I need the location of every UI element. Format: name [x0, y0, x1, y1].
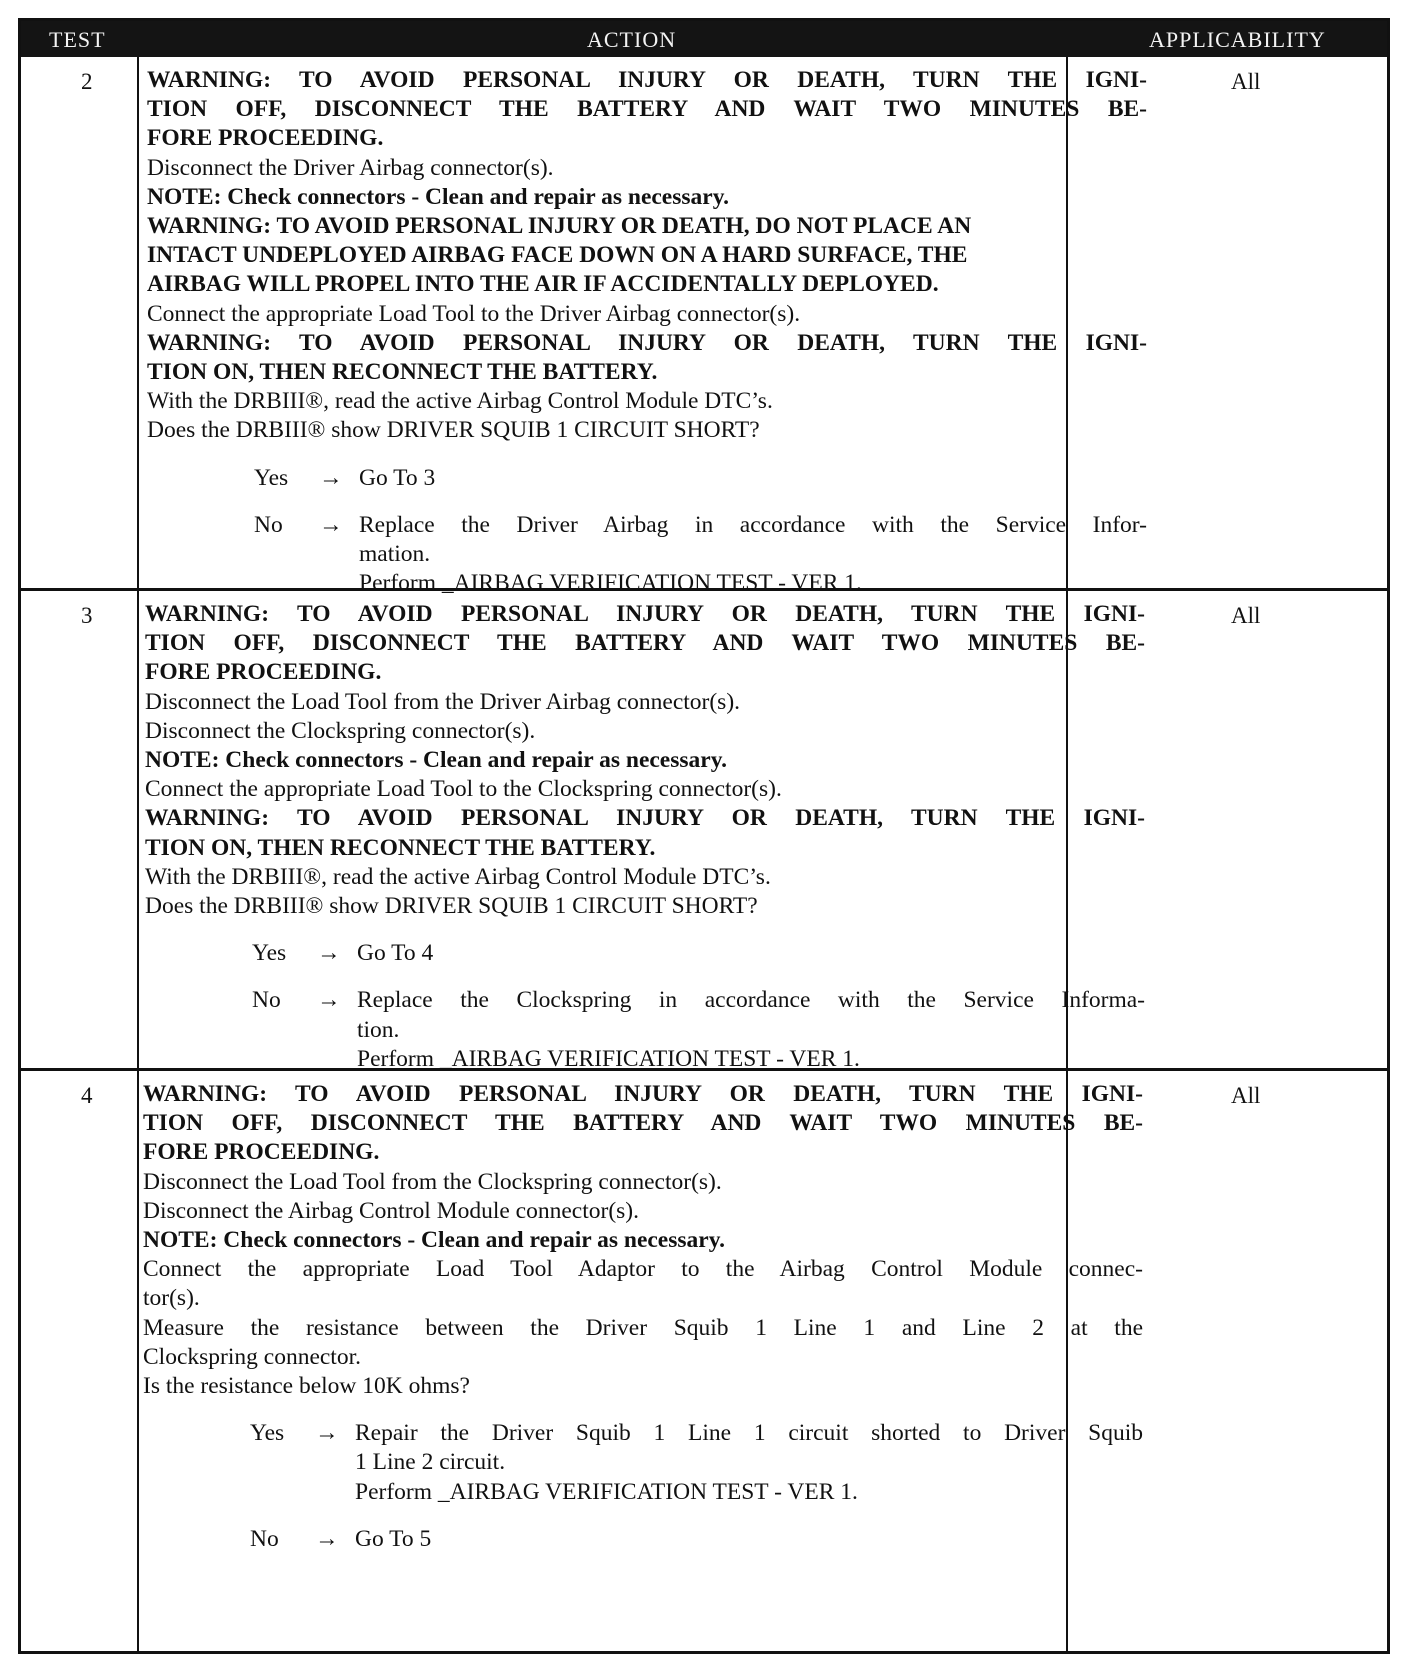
column-divider-test	[137, 57, 139, 1651]
warning-line: WARNING: TO AVOID PERSONAL INJURY OR DEATH, TURN THE IGNI-	[147, 67, 1147, 93]
yes-label: Yes	[250, 1420, 285, 1447]
warning-line: TION OFF, DISCONNECT THE BATTERY AND WAIT TWO MINUTES BE-	[145, 630, 1145, 657]
action-line: Disconnect the Airbag Control Module connector(s).	[143, 1197, 639, 1224]
arrow-icon: →	[319, 464, 343, 491]
arrow-icon: →	[317, 987, 341, 1014]
action-line: Connect the appropriate Load Tool to the Driver Airbag connector(s).	[147, 300, 801, 327]
action-line: Disconnect the Load Tool from the Clockspring connector(s).	[143, 1168, 722, 1195]
result-line: Perform _AIRBAG VERIFICATION TEST - VER 1.	[359, 570, 862, 597]
no-result	[143, 1525, 1143, 1554]
goto-link[interactable]: Go To 3	[359, 464, 436, 491]
yes-label: Yes	[254, 464, 289, 491]
no-result	[147, 511, 1147, 599]
result-line: Replace the Driver Airbag in accordance with the Service Infor-	[359, 511, 1147, 538]
arrow-icon: →	[319, 511, 343, 538]
yes-result	[147, 464, 1147, 493]
action-line: Disconnect the Driver Airbag connector(s).	[147, 154, 554, 181]
warning-line: TION OFF, DISCONNECT THE BATTERY AND WAIT TWO MINUTES BE-	[143, 1110, 1143, 1137]
applicability-value: All	[1231, 603, 1261, 628]
action-line: Connect the appropriate Load Tool to the Clockspring connector(s).	[145, 776, 782, 803]
action-line: With the DRBIII®, read the active Airbag Control Module DTC’s.	[145, 863, 771, 890]
no-result	[145, 986, 1145, 1074]
warning-line: WARNING: TO AVOID PERSONAL INJURY OR DEATH, TURN THE IGNI-	[145, 805, 1145, 832]
action-line: Disconnect the Load Tool from the Driver Airbag connector(s).	[145, 688, 741, 715]
applicability-value: All	[1231, 1083, 1261, 1108]
table-header	[21, 21, 1387, 57]
result-line: Replace the Clockspring in accordance with the Service Informa-	[357, 987, 1145, 1014]
warning-line: FORE PROCEEDING.	[143, 1139, 380, 1166]
no-label: No	[250, 1525, 279, 1552]
action-content	[143, 1080, 1143, 1554]
action-line: Clockspring connector.	[143, 1343, 361, 1370]
action-content	[145, 600, 1145, 1074]
diagnostic-test-table	[18, 18, 1390, 1654]
action-content	[147, 66, 1147, 598]
arrow-icon: →	[317, 940, 341, 967]
question-line: Does the DRBIII® show DRIVER SQUIB 1 CIRCUIT SHORT?	[145, 893, 758, 920]
header-action: ACTION	[587, 27, 677, 52]
no-label: No	[254, 511, 283, 538]
header-test: TEST	[49, 27, 106, 52]
yes-result	[143, 1419, 1143, 1507]
arrow-icon: →	[315, 1420, 339, 1447]
header-applicability: APPLICABILITY	[1149, 27, 1326, 52]
warning-line: WARNING: TO AVOID PERSONAL INJURY OR DEATH, TURN THE IGNI-	[143, 1081, 1143, 1107]
note-line: NOTE: Check connectors - Clean and repair as necessary.	[143, 1227, 726, 1254]
goto-link[interactable]: Go To 5	[355, 1525, 432, 1552]
arrow-icon: →	[315, 1525, 339, 1552]
warning-line: FORE PROCEEDING.	[147, 125, 384, 152]
test-number: 2	[81, 69, 93, 94]
yes-result	[145, 939, 1145, 968]
result-line: tion.	[357, 1016, 400, 1043]
question-line: Does the DRBIII® show DRIVER SQUIB 1 CIRCUIT SHORT?	[147, 417, 760, 444]
result-line: Perform _AIRBAG VERIFICATION TEST - VER 1.	[355, 1478, 858, 1505]
warning-line: TION OFF, DISCONNECT THE BATTERY AND WAIT TWO MINUTES BE-	[147, 96, 1147, 123]
warning-line: INTACT UNDEPLOYED AIRBAG FACE DOWN ON A HARD SURFACE, THE	[147, 242, 968, 269]
no-label: No	[252, 987, 281, 1014]
warning-line: WARNING: TO AVOID PERSONAL INJURY OR DEATH, DO NOT PLACE AN	[147, 213, 972, 240]
note-line: NOTE: Check connectors - Clean and repair as necessary.	[145, 747, 728, 774]
action-line: Connect the appropriate Load Tool Adaptor to the Airbag Control Module connec-	[143, 1256, 1143, 1283]
goto-link[interactable]: Go To 4	[357, 940, 434, 967]
yes-label: Yes	[252, 940, 287, 967]
warning-line: TION ON, THEN RECONNECT THE BATTERY.	[145, 834, 656, 861]
note-line: NOTE: Check connectors - Clean and repair as necessary.	[147, 183, 730, 210]
warning-line: AIRBAG WILL PROPEL INTO THE AIR IF ACCIDENTALLY DEPLOYED.	[147, 271, 939, 298]
action-line: With the DRBIII®, read the active Airbag Control Module DTC’s.	[147, 388, 773, 415]
action-line: Disconnect the Clockspring connector(s).	[145, 717, 536, 744]
result-line: 1 Line 2 circuit.	[355, 1449, 506, 1476]
warning-line: WARNING: TO AVOID PERSONAL INJURY OR DEATH, TURN THE IGNI-	[147, 329, 1147, 356]
result-line: mation.	[359, 541, 431, 568]
applicability-value: All	[1231, 69, 1261, 94]
test-number: 3	[81, 603, 93, 628]
action-line: Measure the resistance between the Driver Squib 1 Line 1 and Line 2 at the	[143, 1314, 1143, 1341]
test-number: 4	[81, 1083, 93, 1108]
result-line: Perform _AIRBAG VERIFICATION TEST - VER 1.	[357, 1045, 860, 1072]
warning-line: FORE PROCEEDING.	[145, 659, 382, 686]
warning-line: TION ON, THEN RECONNECT THE BATTERY.	[147, 359, 658, 386]
question-line: Is the resistance below 10K ohms?	[143, 1373, 470, 1400]
action-line: tor(s).	[143, 1285, 200, 1312]
result-line: Repair the Driver Squib 1 Line 1 circuit shorted to Driver Squib	[355, 1420, 1143, 1447]
warning-line: WARNING: TO AVOID PERSONAL INJURY OR DEATH, TURN THE IGNI-	[145, 601, 1145, 627]
